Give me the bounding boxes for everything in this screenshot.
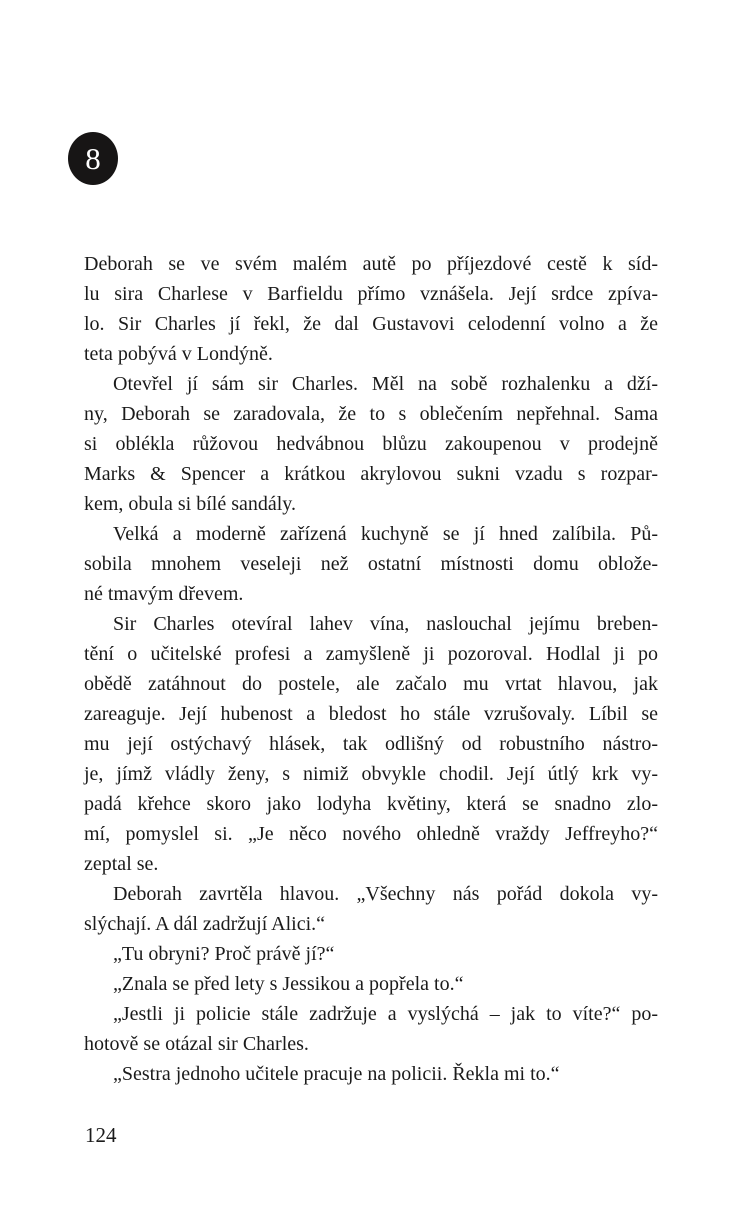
chapter-number-badge	[68, 132, 118, 185]
text-line: hotově se otázal sir Charles.	[84, 1033, 309, 1055]
text-line: tění o učitelské profesi a zamyšleně ji pozoroval. Hodlal ji po	[84, 643, 658, 665]
text-line: Sir Charles otevíral lahev vína, naslouchal jejímu breben-	[113, 613, 658, 635]
text-line: lu sira Charlese v Barfieldu přímo vznášela. Její srdce zpíva-	[84, 283, 658, 305]
text-line: „Jestli ji policie stále zadržuje a vyslýchá – jak to víte?“ po-	[113, 1003, 658, 1025]
text-line: Velká a moderně zařízená kuchyně se jí hned zalíbila. Pů-	[113, 523, 658, 545]
text-line: „Znala se před lety s Jessikou a popřela to.“	[113, 973, 464, 995]
text-line: lo. Sir Charles jí řekl, že dal Gustavovi celodenní volno a že	[84, 313, 658, 335]
text-line: Marks & Spencer a krátkou akrylovou sukni vzadu s rozpar-	[84, 463, 658, 485]
page-number: 124	[85, 1123, 117, 1147]
text-line: je, jímž vládly ženy, s nimiž obvykle chodil. Její útlý krk vy-	[84, 763, 658, 785]
text-line: padá křehce skoro jako lodyha květiny, která se snadno zlo-	[84, 793, 658, 815]
text-line: mu její ostýchavý hlásek, tak odlišný od robustního nástro-	[84, 733, 658, 755]
text-line: Deborah se ve svém malém autě po příjezdové cestě k síd-	[84, 253, 658, 275]
text-line: obědě zatáhnout do postele, ale začalo mu vrtat hlavou, jak	[84, 673, 658, 695]
text-line: „Tu obryni? Proč právě jí?“	[113, 943, 335, 965]
chapter-number: 8	[85, 141, 101, 176]
text-line: sobila mnohem veseleji než ostatní místnosti domu oblože-	[84, 553, 658, 575]
text-line: „Sestra jednoho učitele pracuje na policii. Řekla mi to.“	[113, 1063, 560, 1085]
text-line: ny, Deborah se zaradovala, že to s oblečením nepřehnal. Sama	[84, 403, 658, 425]
text-line: slýchají. A dál zadržují Alici.“	[84, 913, 326, 935]
text-line: Deborah zavrtěla hlavou. „Všechny nás pořád dokola vy-	[113, 883, 658, 905]
text-line: kem, obula si bílé sandály.	[84, 493, 296, 515]
text-line: né tmavým dřevem.	[84, 583, 244, 605]
text-line: zeptal se.	[84, 853, 159, 875]
text-line: si oblékla růžovou hedvábnou blůzu zakoupenou v prodejně	[84, 433, 658, 455]
text-line: Otevřel jí sám sir Charles. Měl na sobě rozhalenku a dží-	[113, 373, 658, 395]
text-line: mí, pomyslel si. „Je něco nového ohledně vraždy Jeffreyho?“	[84, 823, 658, 845]
text-line: teta pobývá v Londýně.	[84, 343, 273, 365]
text-line: zareaguje. Její hubenost a bledost ho stále vzrušovaly. Líbil se	[84, 703, 658, 725]
body-text	[84, 249, 658, 1089]
